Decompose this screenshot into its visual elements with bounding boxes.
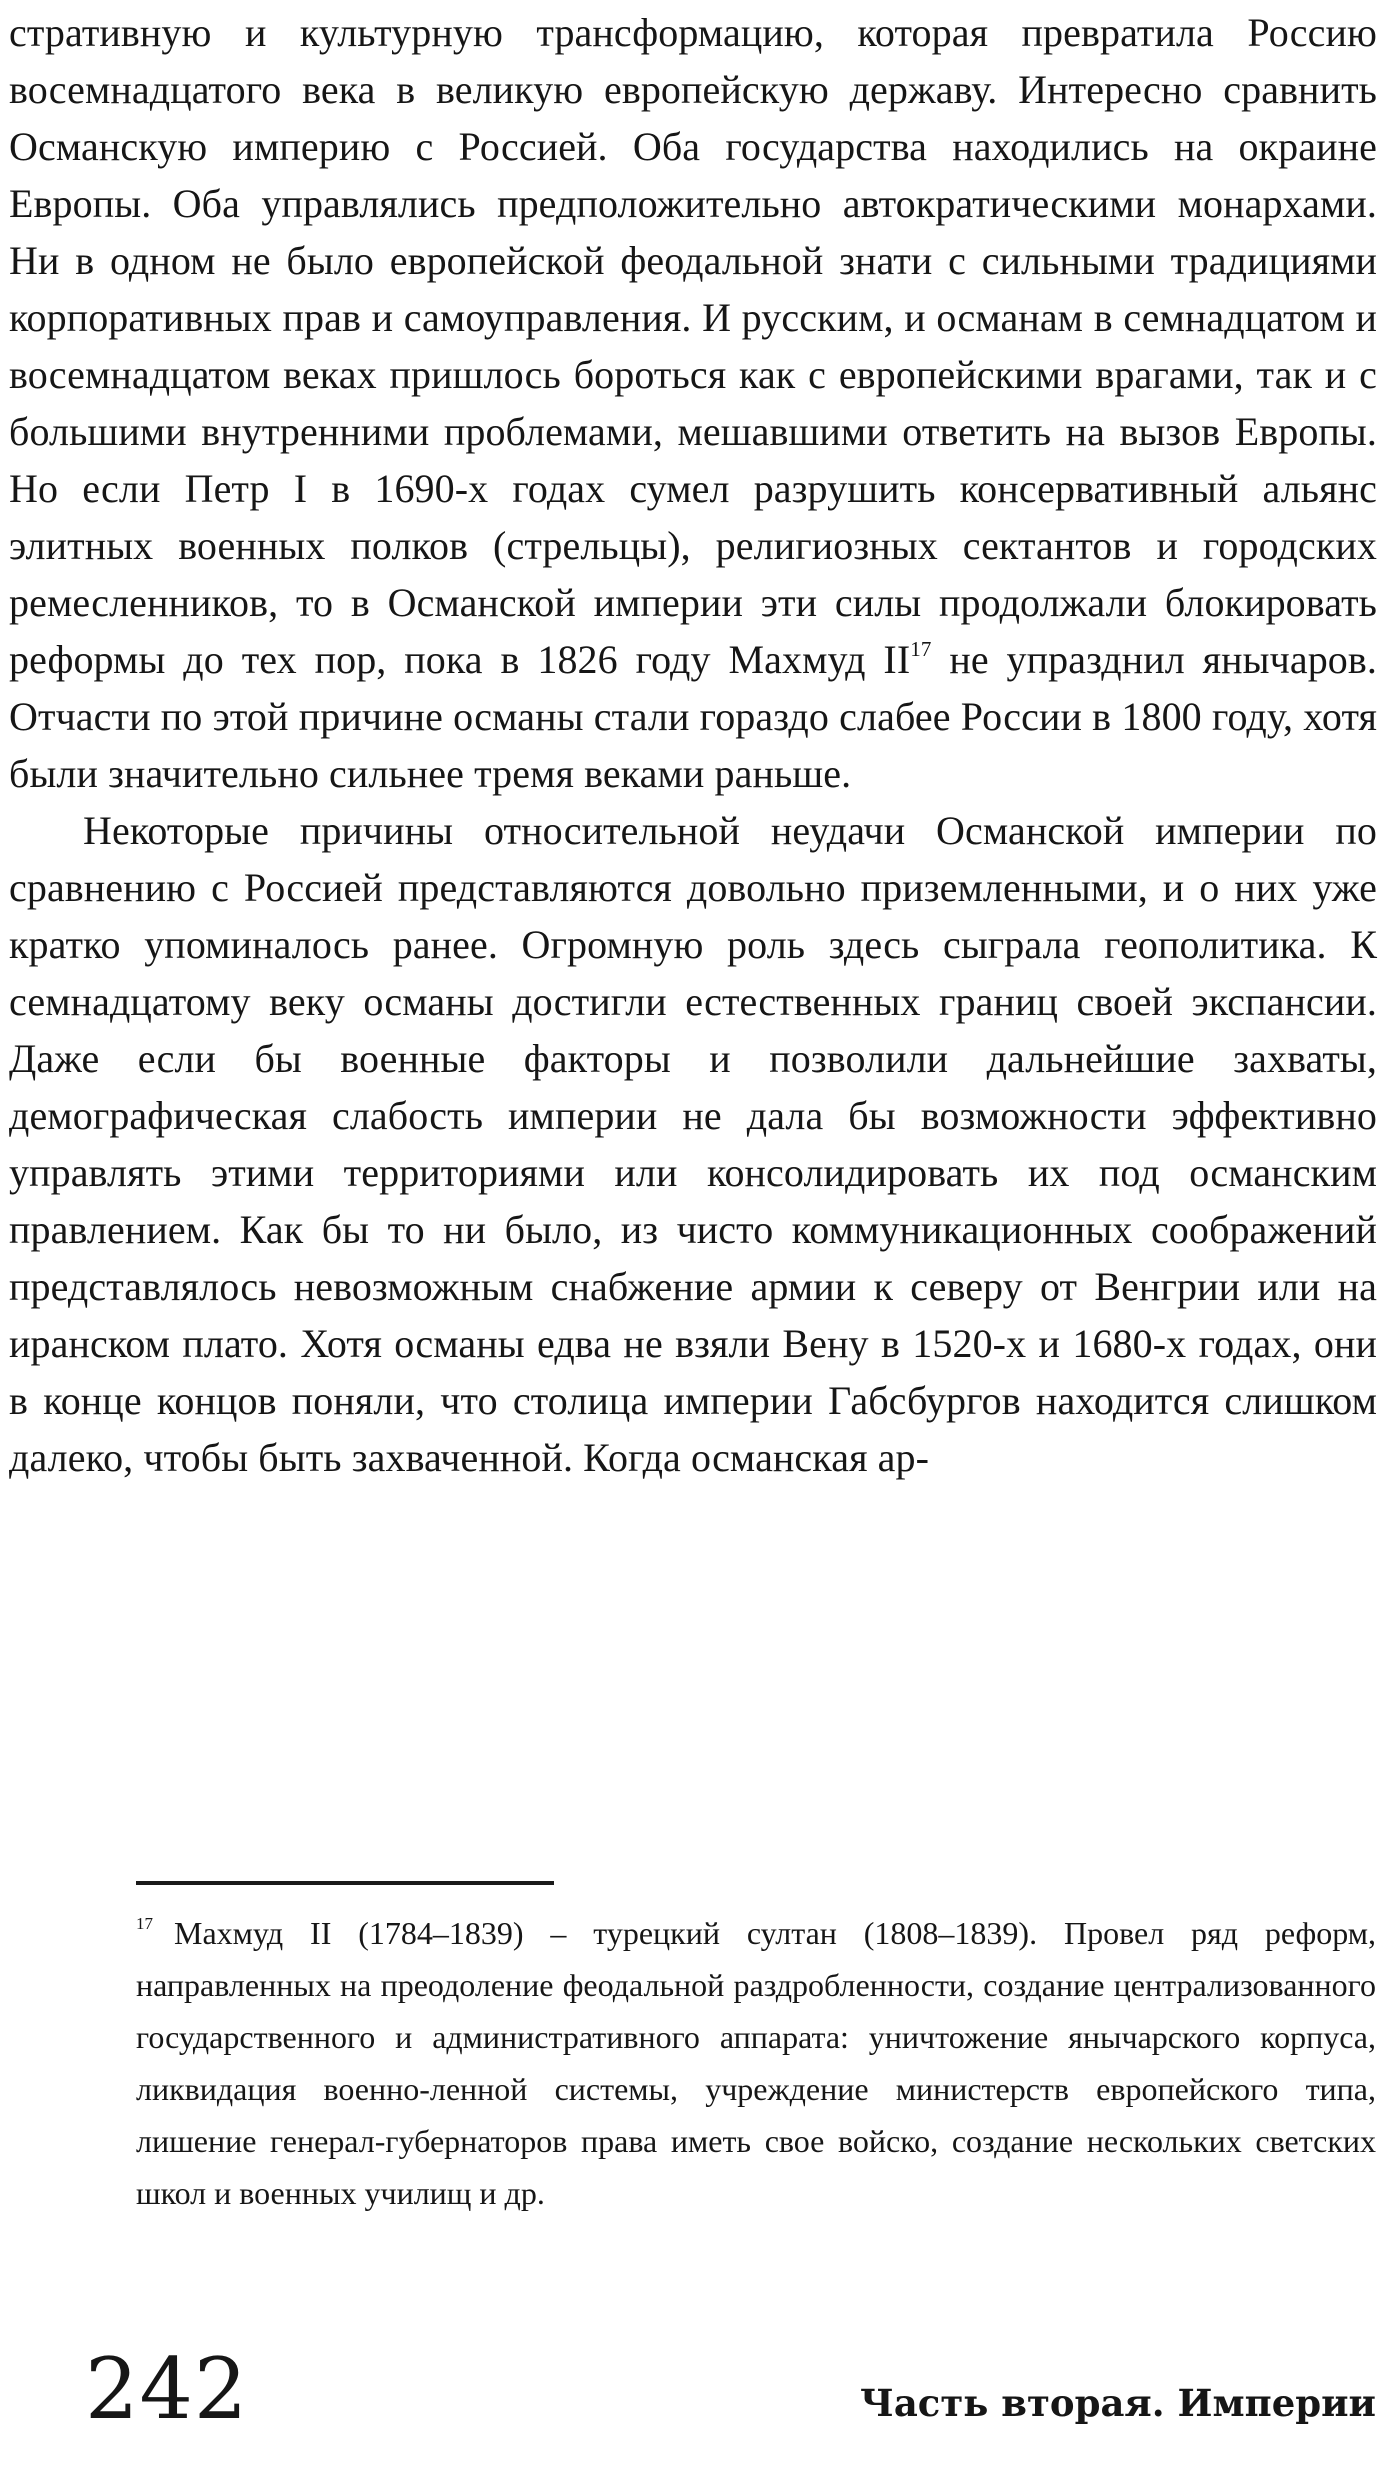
- footnote-text: Махмуд II (1784–1839) – турецкий султан (1808–1839). Провел ряд реформ, направленных на преодоление феодальной раздробленности, создание централизованного государственного и административного аппарата: уничтожение янычарского корпуса, ликвидация военно-ленной системы, учреждение министерств европейского типа, лишение генерал-губернаторов права иметь свое войско, создание нескольких светских школ и военных училищ и др.: [136, 1915, 1376, 2211]
- running-title: Часть вторая. Империи: [860, 2381, 1376, 2425]
- footnote-paragraph: [136, 1907, 1376, 2219]
- paragraph-1-continuation: не упразднил янычаров. Отчасти по этой причине османы стали гораздо слабее России в 1800 году, хотя были значительно сильнее тремя веками раньше.: [9, 637, 1377, 796]
- main-text-block: [9, 4, 1377, 1486]
- page-number: 242: [85, 2340, 249, 2438]
- paragraph-1: [9, 4, 1377, 802]
- footnote-divider: [136, 1881, 554, 1885]
- paragraph-2: Некоторые причины относительной неудачи Османской империи по сравнению с Россией представляются довольно приземленными, и о них уже кратко упоминалось ранее. Огромную роль здесь сыграла геополитика. К семнадцатому веку османы достигли естественных границ своей экспансии. Даже если бы военные факторы и позволили дальнейшие захваты, демографическая слабость империи не дала бы возможности эффективно управлять этими территориями или консолидировать их под османским правлением. Как бы то ни было, из чисто коммуникационных соображений представлялось невозможным снабжение армии к северу от Венгрии или на иранском плато. Хотя османы едва не взяли Вену в 1520-х и 1680-х годах, они в конце концов поняли, что столица империи Габсбургов находится слишком далеко, чтобы быть захваченной. Когда османская ар-: [9, 808, 1377, 1480]
- paragraph-1-text: стративную и культурную трансформацию, которая превратила Россию восемнадцатого века в великую европейскую державу. Интересно сравнить Османскую империю с Россией. Оба государства находились на окраине Европы. Оба управлялись предположительно автократическими монархами. Ни в одном не было европейской феодальной знати с сильными традициями корпоративных прав и самоуправления. И русским, и османам в семнадцатом и восемнадцатом веках пришлось бороться как с европейскими врагами, так и с большими внутренними проблемами, мешавшими ответить на вызов Европы. Но если Петр I в 1690-х годах сумел разрушить консервативный альянс элитных военных полков (стрельцы), религиозных сектантов и городских ремесленников, то в Османской империи эти силы продолжали блокировать реформы до тех пор, пока в 1826 году Махмуд II: [9, 10, 1377, 682]
- footnote-17: [136, 1907, 1376, 2219]
- footnote-mark: 17: [136, 1914, 153, 1933]
- footnote-reference-17[interactable]: 17: [910, 637, 932, 661]
